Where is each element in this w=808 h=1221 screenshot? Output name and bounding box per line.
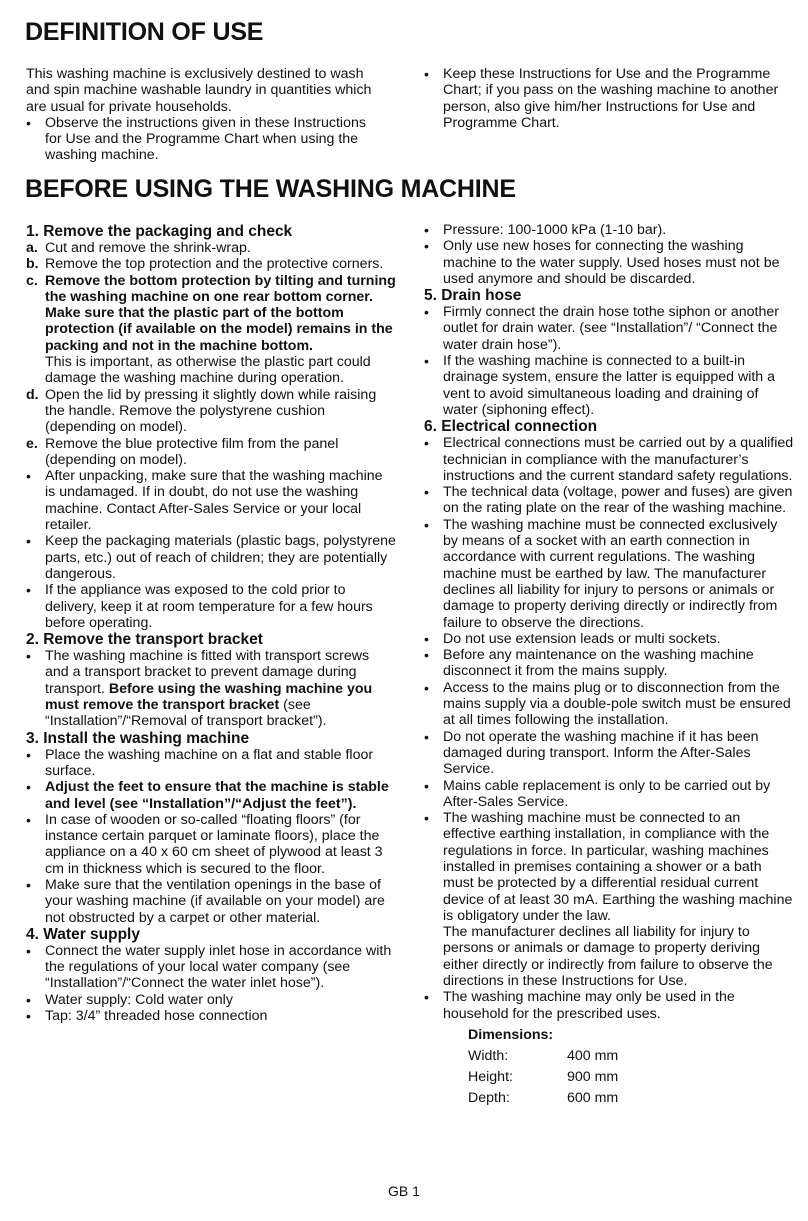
earthing-text: The washing machine must be connected to an effective earthing installation, in compliance with the regulations in force. In particular, washing machines installed in premises containing a shower or a bath must be protected by a differential residual current device of at least 30 mA. Earthing the washing machine is obligatory under the law. (443, 810, 793, 924)
dimension-row-width (468, 1046, 796, 1067)
step-c-bold: Remove the bottom protection by tilting and turning the washing machine on one rear bottom corner. Make sure that the plastic part of the bottom protection (if available on the model) remains in the packing and not in the machine bottom. (45, 272, 396, 354)
electrical-access-plug: Access to the mains plug or to disconnection from the mains supply via a double-pole switch must be ensured at all times following the installation. (443, 679, 791, 729)
step-d: Open the lid by pressing it slightly down while raising the handle. Remove the polystyrene cushion (depending on model). (45, 386, 377, 436)
list-item (26, 436, 396, 469)
bullet-marker: • (424, 238, 429, 255)
list-item (26, 779, 396, 812)
bullet-marker: • (26, 942, 31, 959)
transport-bold: Before using the washing machine you must remove the transport bracket (45, 680, 373, 714)
electrical-damaged: Do not operate the washing machine if it has been damaged during transport. Inform the After-Sales Service. (443, 728, 759, 778)
list-item (424, 810, 796, 989)
new-hoses: Only use new hoses for connecting the washing machine to the water supply. Used hoses must not be used anymore and should be discarded. (443, 238, 780, 287)
list-item (424, 66, 796, 131)
letter-marker: d. (26, 386, 39, 403)
section-3-title: 3. Install the washing machine (26, 729, 250, 747)
transport-plain: The washing machine is fitted with transport screws and a transport bracket to prevent damage during transport. (45, 648, 370, 697)
dimension-value: 400 mm (567, 1047, 619, 1064)
list-item (26, 582, 396, 631)
install-ventilation: Make sure that the ventilation openings in the base of your washing machine (if available on your model) are not obstructed by a carpet or other material. (45, 876, 385, 926)
electrical-cable-replacement: Mains cable replacement is only to be carried out by After-Sales Service. (443, 777, 771, 810)
bullet-marker: • (26, 468, 31, 485)
bullet-marker: • (26, 876, 31, 893)
dimension-row-height (468, 1067, 796, 1088)
household-use: The washing machine may only be used in the household for the prescribed uses. (443, 989, 735, 1022)
list-item (424, 647, 796, 680)
transport-bracket-note (45, 648, 396, 729)
bullet-marker: • (26, 582, 31, 599)
water-tap: Tap: 3/4” threaded hose connection (45, 1008, 268, 1025)
list-item (424, 989, 796, 1022)
list-item (424, 484, 796, 517)
dimensions-heading: Dimensions: (468, 1026, 554, 1043)
list-item (26, 943, 396, 992)
dimension-value: 600 mm (567, 1089, 619, 1106)
step-e: Remove the blue protective film from the panel (depending on model). (45, 435, 339, 468)
drain-vent: If the washing machine is connected to a built-in drainage system, ensure the latter is equipped with a vent to avoid simultaneous loading and draining of water (siphoning effect). (443, 353, 776, 418)
list-item (424, 435, 796, 484)
bullet-marker: • (424, 353, 429, 370)
electrical-earth-socket: The washing machine must be connected exclusively by means of a socket with an earth connection in accordance with current regulations. The washing machine must be earthed by law. The manufacturer declines all liability for injury to persons or animals or damage to property deriving directly or indirectly from failure to observe the directions. (443, 516, 778, 631)
electrical-earthing (443, 810, 796, 989)
list-item (424, 238, 796, 287)
section-1-title: 1. Remove the packaging and check (26, 223, 293, 240)
cold-warning: If the appliance was exposed to the cold prior to delivery, keep it at room temperature for a few hours before operating. (45, 582, 373, 631)
bullet-marker: • (26, 533, 31, 550)
bullet-marker: • (424, 728, 429, 745)
section-5-title: 5. Drain hose (424, 287, 522, 305)
definition-intro: This washing machine is exclusively destined to wash and spin machine washable laundry in quantities which are usual for private households. (26, 66, 372, 115)
unpack-check: After unpacking, make sure that the washing machine is undamaged. If in doubt, do not use the washing machine. Contact After-Sales Service or your local retailer. (45, 468, 383, 534)
list-item (424, 631, 796, 647)
drain-connect: Firmly connect the drain hose tothe siphon or another outlet for drain water. (see “Installation”/ “Connect the water drain hose”). (443, 304, 779, 353)
step-a: Cut and remove the shrink-wrap. (45, 240, 251, 256)
list-item (26, 256, 396, 272)
bullet-marker: • (424, 777, 429, 794)
list-item (424, 304, 796, 353)
dimension-value: 900 mm (567, 1068, 619, 1085)
bullet-marker: • (424, 484, 429, 501)
bullet-marker: • (26, 746, 31, 763)
bullet-marker: • (424, 810, 429, 827)
before-using-heading: BEFORE USING THE WASHING MACHINE (25, 175, 516, 203)
electrical-disconnect: Before any maintenance on the washing machine disconnect it from the mains supply. (443, 647, 754, 680)
page-number: GB 1 (388, 1183, 420, 1199)
bullet-marker: • (424, 435, 429, 452)
dimension-label: Width: (468, 1047, 509, 1064)
electrical-no-extension: Do not use extension leads or multi sockets. (443, 630, 721, 647)
list-item (26, 877, 396, 926)
bullet-marker: • (424, 647, 429, 664)
bullet-marker: • (424, 630, 429, 647)
bullet-marker: • (424, 222, 429, 238)
list-item (424, 680, 796, 729)
dimensions-block (468, 1026, 796, 1109)
step-c (45, 273, 396, 387)
list-item (26, 273, 396, 387)
list-item (26, 747, 396, 780)
water-pressure: Pressure: 100-1000 kPa (1-10 bar). (443, 222, 667, 238)
list-item (26, 115, 386, 164)
letter-marker: a. (26, 240, 38, 256)
definition-bullet-2: Keep these Instructions for Use and the Programme Chart; if you pass on the washing machine to another person, also give him/her Instructions for Use and Programme Chart. (443, 66, 779, 131)
step-b: Remove the top protection and the protective corners. (45, 256, 384, 273)
water-inlet: Connect the water supply inlet hose in accordance with the regulations of your local water company (see “Installation”/“Connect the water inlet hose”). (45, 942, 392, 992)
electrical-rating-plate: The technical data (voltage, power and fuses) are given on the rating plate on the rear of the washing machine. (443, 484, 793, 517)
bullet-marker: • (26, 991, 31, 1008)
list-item (26, 240, 396, 256)
bullet-marker: • (424, 989, 429, 1006)
list-item (26, 992, 396, 1008)
definition-heading: DEFINITION OF USE (25, 18, 264, 46)
letter-marker: b. (26, 256, 39, 273)
letter-marker: e. (26, 435, 38, 452)
list-item (26, 533, 396, 582)
dimension-label: Depth: (468, 1089, 510, 1106)
section-2-title: 2. Remove the transport bracket (26, 631, 263, 649)
install-feet: Adjust the feet to ensure that the machine is stable and level (see “Installation”/“Adjust the feet”). (45, 779, 389, 812)
bullet-marker: • (26, 779, 31, 796)
before-left-column (26, 223, 396, 1024)
list-item (26, 387, 396, 436)
list-item (424, 729, 796, 778)
bullet-marker: • (26, 114, 31, 131)
earthing-liability: The manufacturer declines all liability for injury to persons or animals or damage to property deriving either directly or indirectly from failure to observe the directions in these Instructions for Use. (443, 924, 773, 990)
bullet-marker: • (26, 811, 31, 828)
list-item (26, 812, 396, 877)
packaging-warning: Keep the packaging materials (plastic bags, polystyrene parts, etc.) out of reach of children; they are potentially dangerous. (45, 533, 396, 582)
section-4-title: 4. Water supply (26, 925, 140, 943)
section-6-title: 6. Electrical connection (424, 418, 598, 436)
dimension-row-depth (468, 1088, 796, 1109)
water-supply: Water supply: Cold water only (45, 991, 233, 1008)
bullet-marker: • (26, 1008, 31, 1025)
bullet-marker: • (424, 66, 429, 82)
definition-left-column (26, 66, 386, 164)
list-item (424, 778, 796, 811)
list-item (424, 517, 796, 631)
definition-right-column (424, 66, 796, 131)
bullet-marker: • (424, 516, 429, 533)
list-item (424, 353, 796, 418)
electrical-technician: Electrical connections must be carried out by a qualified technician in compliance with the manufacturer’s instructions and the current standard safety regulations. (443, 435, 794, 484)
install-flat: Place the washing machine on a flat and stable floor surface. (45, 746, 374, 779)
transport-tail: (see “Installation”/“Removal of transport bracket”). (45, 697, 327, 730)
list-item (26, 648, 396, 729)
install-floating-floors: In case of wooden or so-called “floating floors” (for instance certain parquet or laminate floors), place the appliance on a 40 x 60 cm sheet of plywood at least 3 cm in thickness which is secured to the floor. (45, 811, 383, 877)
list-item (424, 222, 796, 238)
bullet-marker: • (424, 304, 429, 321)
bullet-marker: • (424, 679, 429, 696)
before-right-column (424, 222, 796, 1109)
definition-bullet-1: Observe the instructions given in these Instructions for Use and the Programme Chart when using the washing machine. (45, 114, 366, 164)
list-item (26, 1008, 396, 1024)
letter-marker: c. (26, 272, 38, 289)
dimension-label: Height: (468, 1068, 513, 1085)
list-item (26, 468, 396, 533)
bullet-marker: • (26, 648, 31, 665)
step-c-note: This is important, as otherwise the plastic part could damage the washing machine during operation. (45, 354, 371, 387)
